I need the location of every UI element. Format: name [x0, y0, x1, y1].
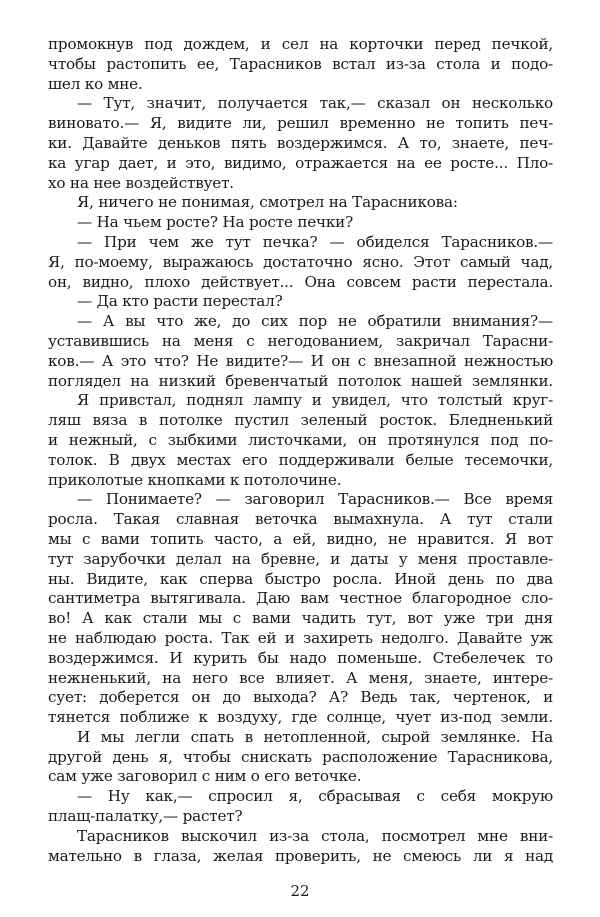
text-line: мательно в глаза, желая проверить, не смеюсь ли я над	[48, 846, 553, 865]
text-line: виновато.— Я, видите ли, решил временно не топить печ-	[48, 114, 553, 133]
text-line: поглядел на низкий бревенчатый потолок нашей землянки.	[48, 371, 553, 390]
text-line: во! А как стали мы с вами чадить тут, вот уже три дня	[48, 609, 553, 628]
text-line: ки. Давайте деньков пять воздержимся. А то, знаете, печ-	[48, 133, 553, 152]
text-line: — Понимаете? — заговорил Тарасников.— Все время	[77, 490, 553, 509]
text-line: ны. Видите, как сперва быстро росла. Иной день по два	[48, 569, 553, 588]
text-line: ка угар дает, и это, видимо, отражается на ее росте... Пло-	[48, 153, 553, 172]
text-line: — Да кто расти перестал?	[77, 292, 283, 311]
text-line: ляш вяза в потолке пустил зеленый росток. Бледненький	[48, 411, 553, 430]
text-line: сует: доберется он до выхода? А? Ведь так, чертенок, и	[48, 688, 553, 707]
text-line: Я, ничего не понимая, смотрел на Тарасникова:	[77, 193, 458, 212]
text-line: промокнув под дождем, и сел на корточки перед печкой,	[48, 35, 553, 53]
text-line: тут зарубочки делал на бревне, и даты у меня проставле-	[48, 549, 553, 568]
text-line: — Ну как,— спросил я, сбрасывая с себя мокрую	[77, 787, 553, 806]
text-line: приколотые кнопками к потолочине.	[48, 470, 342, 489]
page-number: 22	[290, 882, 310, 900]
text-line: не наблюдаю роста. Так ей и захиреть недолго. Давайте уж	[48, 628, 553, 647]
text-line: сантиметра вытягивала. Даю вам честное благородное сло-	[48, 589, 553, 608]
text-line: нежненький, на него все влияет. А меня, знаете, интере-	[48, 668, 553, 687]
text-line: он, видно, плохо действует... Она совсем расти перестала.	[48, 272, 553, 291]
text-line: — На чьем росте? На росте печки?	[77, 213, 354, 232]
text-line: — А вы что же, до сих пор не обратили внимания?—	[77, 312, 553, 331]
page-body-text	[48, 35, 553, 866]
text-line: Я, по-моему, выражаюсь достаточно ясно. Этот самый чад,	[48, 252, 553, 271]
text-line: Я привстал, поднял лампу и увидел, что толстый круг-	[77, 391, 553, 410]
text-line: воздержимся. И курить бы надо поменьше. Стебелечек то	[48, 648, 553, 667]
text-line: мы с вами топить часто, а ей, видно, не нравится. Я вот	[48, 529, 553, 548]
text-line: И мы легли спать в нетопленной, сырой землянке. На	[77, 727, 553, 746]
text-line: тянется поближе к воздуху, где солнце, чует из-под земли.	[48, 708, 553, 727]
text-line: и нежный, с зыбкими листочками, он протянулся под по-	[48, 430, 553, 449]
text-line: — Тут, значит, получается так,— сказал он несколько	[77, 94, 553, 113]
text-line: чтобы растопить ее, Тарасников встал из-за стола и подо-	[48, 54, 553, 73]
text-line: толок. В двух местах его поддерживали белые тесемочки,	[48, 450, 553, 469]
text-line: Тарасников выскочил из-за стола, посмотрел мне вни-	[77, 826, 553, 845]
text-line: шел ко мне.	[48, 74, 143, 93]
text-line: другой день я, чтобы снискать расположение Тарасникова,	[48, 747, 553, 766]
text-line: росла. Такая славная веточка вымахнула. А тут стали	[48, 510, 553, 529]
text-line: плащ-палатку,— растет?	[48, 807, 243, 826]
text-line: — При чем же тут печка? — обиделся Тарасников.—	[77, 232, 553, 251]
text-line: ков.— А это что? Не видите?— И он с внезапной нежностью	[48, 351, 553, 370]
text-line: хо на нее воздействует.	[48, 173, 234, 192]
text-line: уставившись на меня с негодованием, закричал Тарасни-	[48, 331, 553, 350]
text-line: сам уже заговорил с ним о его веточке.	[48, 767, 362, 786]
